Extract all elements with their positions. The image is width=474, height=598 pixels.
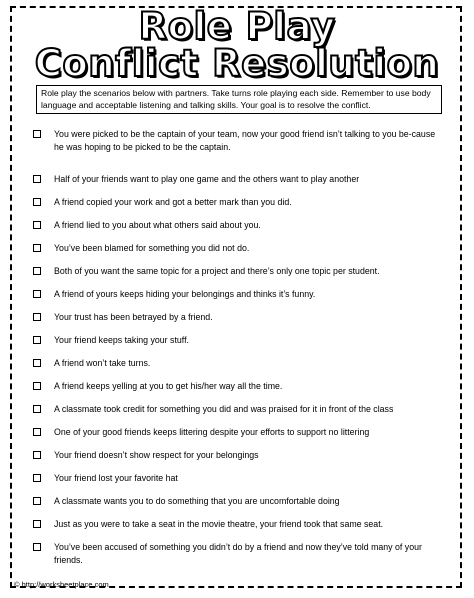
checkbox[interactable] [33, 451, 41, 459]
checkbox[interactable] [33, 244, 41, 252]
checkbox[interactable] [33, 221, 41, 229]
scenario-text: You’ve been accused of something you didn’t do by a friend and now they’ve told many of your friends. [54, 542, 422, 565]
scenario-text: A friend copied your work and got a better mark than you did. [54, 197, 292, 207]
checkbox[interactable] [33, 428, 41, 436]
footer-credit: © http://worksheetplace.com [14, 580, 109, 589]
checkbox[interactable] [33, 267, 41, 275]
title-line-1: Role Play [138, 5, 336, 48]
checkbox[interactable] [33, 175, 41, 183]
checkbox[interactable] [33, 198, 41, 206]
checkbox[interactable] [33, 543, 41, 551]
title-line-2: Conflict Resolution [34, 42, 440, 85]
scenario-text: A classmate took credit for something you did and was praised for it in front of the class [54, 404, 394, 414]
scenario-text: You’ve been blamed for something you did not do. [54, 243, 250, 253]
scenario-text: A classmate wants you to do something that you are uncomfortable doing [54, 496, 340, 506]
checkbox[interactable] [33, 405, 41, 413]
checkbox[interactable] [33, 313, 41, 321]
scenario-text: You were picked to be the captain of your team, now your good friend isn’t talking to you be-cause he was hoping to be picked to be the captain. [54, 129, 436, 152]
checkbox[interactable] [33, 130, 41, 138]
checkbox[interactable] [33, 382, 41, 390]
scenario-text: A friend keeps yelling at you to get his/her way all the time. [54, 381, 283, 391]
scenario-text: Half of your friends want to play one game and the others want to play another [54, 174, 360, 184]
checkbox[interactable] [33, 336, 41, 344]
checkbox[interactable] [33, 474, 41, 482]
scenario-text: A friend of yours keeps hiding your belongings and thinks it’s funny. [54, 289, 316, 299]
instructions-box: Role play the scenarios below with partners. Take turns role playing each side. Remember to use body language and acceptable listening and talking skills. Your goal is to resolve the conflict. [36, 85, 442, 114]
scenario-text: Both of you want the same topic for a project and there’s only one topic per student. [54, 266, 380, 276]
scenario-text: Your friend doesn’t show respect for your belongings [54, 450, 259, 460]
checkbox[interactable] [33, 520, 41, 528]
scenario-text: Your trust has been betrayed by a friend. [54, 312, 213, 322]
scenario-text: Just as you were to take a seat in the movie theatre, your friend took that same seat. [54, 519, 384, 529]
scenario-text: Your friend lost your favorite hat [54, 473, 178, 483]
scenario-text: A friend lied to you about what others said about you. [54, 220, 261, 230]
scenario-text: A friend won’t take turns. [54, 358, 151, 368]
checkbox[interactable] [33, 497, 41, 505]
scenario-text: One of your good friends keeps littering despite your efforts to support no littering [54, 427, 370, 437]
checkbox[interactable] [33, 290, 41, 298]
checkbox[interactable] [33, 359, 41, 367]
scenario-text: Your friend keeps taking your stuff. [54, 335, 189, 345]
